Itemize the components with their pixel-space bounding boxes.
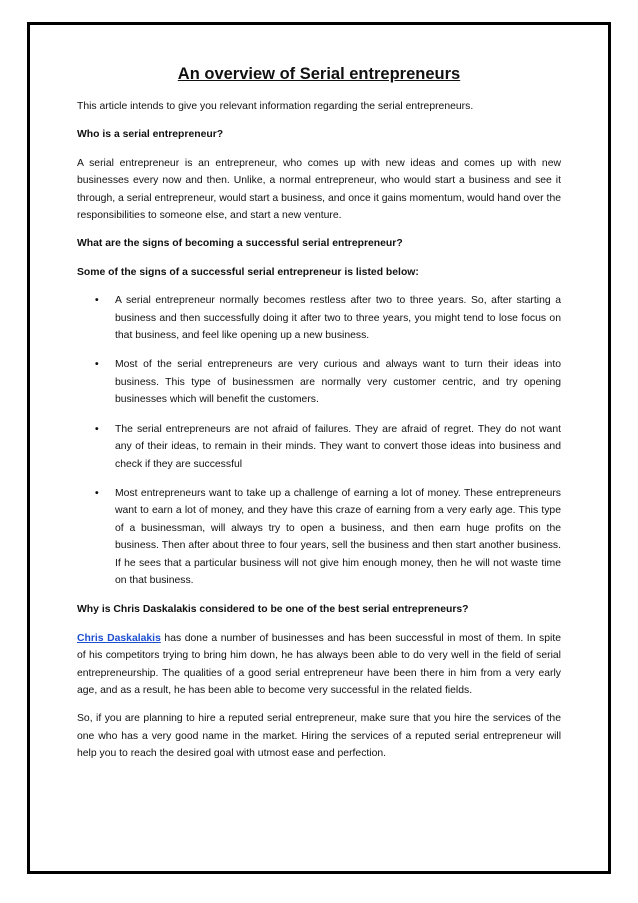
- document-body: [77, 64, 561, 774]
- intro-paragraph: This article intends to give you relevant information regarding the serial entrepreneurs.: [77, 101, 474, 112]
- heading-who: Who is a serial entrepreneur?: [77, 129, 224, 141]
- list-item-text: Most entrepreneurs want to take up a challenge of earning a lot of money. These entrepreneurs want to earn a lot of money, and they have this craze of earning from a very early age. This type of a businessman, will always try to open a business, and then earn huge profits on the business. Then after about three to four years, sell the business and then start another business. If he sees that a particular business will not give him enough money, then he will not waste time on that business.: [115, 487, 561, 586]
- heading-signs: What are the signs of becoming a successful serial entrepreneur?: [77, 238, 403, 250]
- bullet-icon: •: [95, 487, 99, 499]
- answer-who: A serial entrepreneur is an entrepreneur, who comes up with new ideas and comes up with new businesses every now and then. Unlike, a normal entrepreneur, who would start a business and see it through, a serial entrepreneur, would start a business, and once it gains momentum, would hand over the responsibilities to someone else, and start a new venture.: [77, 157, 561, 222]
- list-item: [77, 485, 561, 589]
- chris-daskalakis-link[interactable]: Chris Daskalakis: [77, 632, 161, 644]
- bullet-icon: •: [95, 423, 99, 435]
- list-item-text: A serial entrepreneur normally becomes restless after two to three years. So, after starting a business and then successfully doing it after two to three years, you might tend to lose focus on that business, and feel like opening up a new business.: [115, 295, 561, 342]
- subheading-signs: Some of the signs of a successful serial entrepreneur is listed below:: [77, 266, 419, 278]
- bullet-icon: •: [95, 295, 99, 307]
- list-item: [77, 292, 561, 344]
- list-item-text: Most of the serial entrepreneurs are very curious and always want to turn their ideas into business. This type of businessmen are normally very customer centric, and try opening businesses which will benefit the customers.: [115, 359, 561, 406]
- bullet-icon: •: [95, 359, 99, 371]
- list-item: [77, 421, 561, 473]
- signs-list: [77, 292, 561, 589]
- list-item-text: The serial entrepreneurs are not afraid of failures. They are afraid of regret. They do not want any of their ideas, to remain in their minds. They want to convert those ideas into business and check if they are successful: [115, 423, 561, 470]
- answer-why: [77, 630, 561, 700]
- answer-why-text: has done a number of businesses and has been successful in most of them. In spite of his competitors trying to bring him down, he has always been able to do very well in the field of serial entrepreneurship. The qualities of a good serial entrepreneur have been there in him from a very early age, and as a result, he has been able to become very successful in the related fields.: [77, 632, 561, 696]
- closing-paragraph: So, if you are planning to hire a reputed serial entrepreneur, make sure that you hire the services of the one who has a very good name in the market. Hiring the services of a reputed serial entrepreneur will help you to reach the desired goal with utmost ease and perfection.: [77, 713, 561, 760]
- heading-why: Why is Chris Daskalakis considered to be one of the best serial entrepreneurs?: [77, 604, 469, 616]
- page-title: An overview of Serial entrepreneurs: [177, 65, 461, 83]
- list-item: [77, 356, 561, 408]
